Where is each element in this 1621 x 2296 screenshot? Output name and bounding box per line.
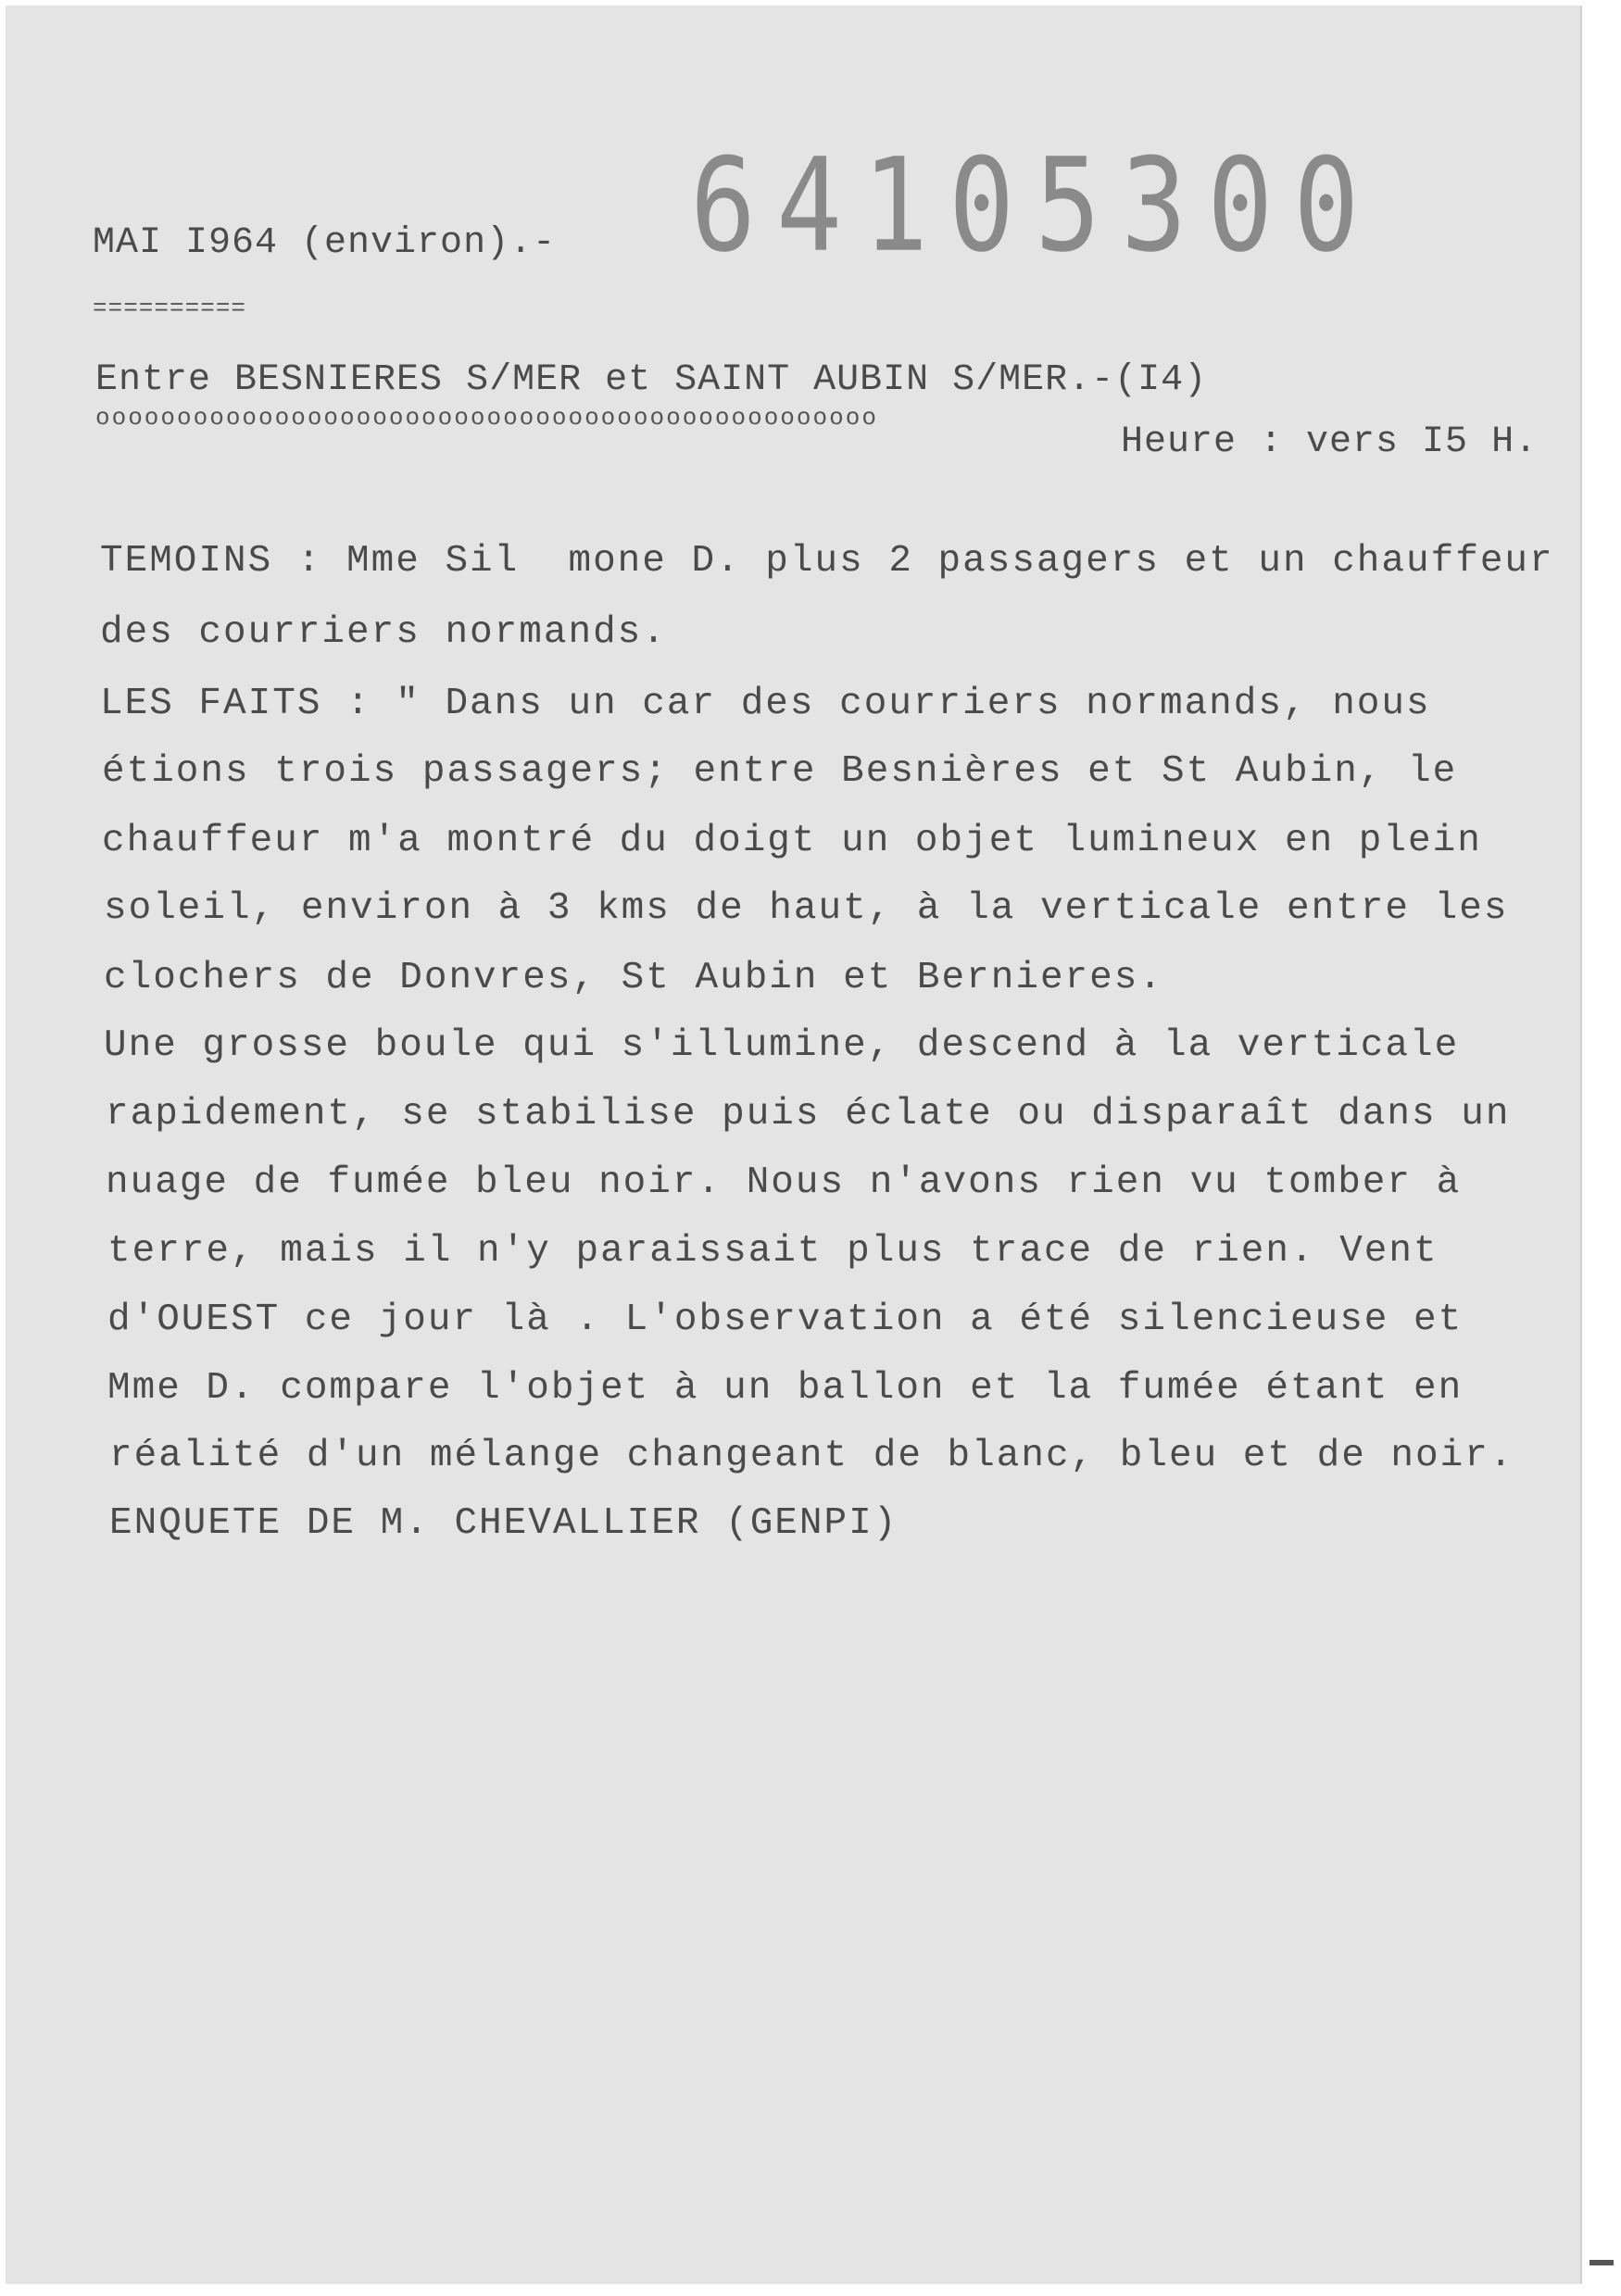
body-line: étions trois passagers; entre Besnières et St Aubin, le xyxy=(102,750,1458,793)
body-line: rapidement, se stabilise puis éclate ou disparaît dans un xyxy=(106,1093,1511,1135)
stamp-number: 64105300 xyxy=(690,130,1380,281)
body-line: nuage de fumée bleu noir. Nous n'avons rien vu tomber à xyxy=(106,1161,1462,1204)
body-line: réalité d'un mélange changeant de blanc, bleu et de noir. xyxy=(109,1435,1514,1477)
body-line: Mme D. compare l'objet à un ballon et la fumée étant en xyxy=(107,1367,1464,1410)
paper-sheet xyxy=(6,6,1583,2284)
date-underline: ========== xyxy=(93,295,247,322)
location-underline: oooooooooooooooooooooooooooooooooooooooooooooooo xyxy=(95,404,878,432)
report-time: Heure : vers I5 H. xyxy=(1121,421,1539,463)
body-line: LES FAITS : " Dans un car des courriers normands, nous xyxy=(100,683,1431,725)
scan-mark xyxy=(1590,2260,1614,2265)
report-location: Entre BESNIERES S/MER et SAINT AUBIN S/MER.-(I4) xyxy=(95,359,1208,401)
body-line: terre, mais il n'y paraissait plus trace de rien. Vent xyxy=(107,1230,1439,1273)
report-date: MAI I964 (environ).- xyxy=(93,222,557,264)
body-line: soleil, environ à 3 kms de haut, à la verticale entre les xyxy=(104,887,1509,930)
body-line: Une grosse boule qui s'illumine, descend à la verticale xyxy=(104,1024,1460,1067)
body-line: TEMOINS : Mme Sil mone D. plus 2 passagers et un chauffeur xyxy=(100,540,1554,583)
body-line: d'OUEST ce jour là . L'observation a été silencieuse et xyxy=(107,1299,1464,1341)
body-line: chauffeur m'a montré du doigt un objet lumineux en plein xyxy=(102,820,1482,862)
body-line: des courriers normands. xyxy=(100,611,667,654)
body-line: clochers de Donvres, St Aubin et Bernieres. xyxy=(104,957,1163,999)
body-line: ENQUETE DE M. CHEVALLIER (GENPI) xyxy=(109,1502,898,1545)
scan-edge xyxy=(1582,0,1621,2296)
